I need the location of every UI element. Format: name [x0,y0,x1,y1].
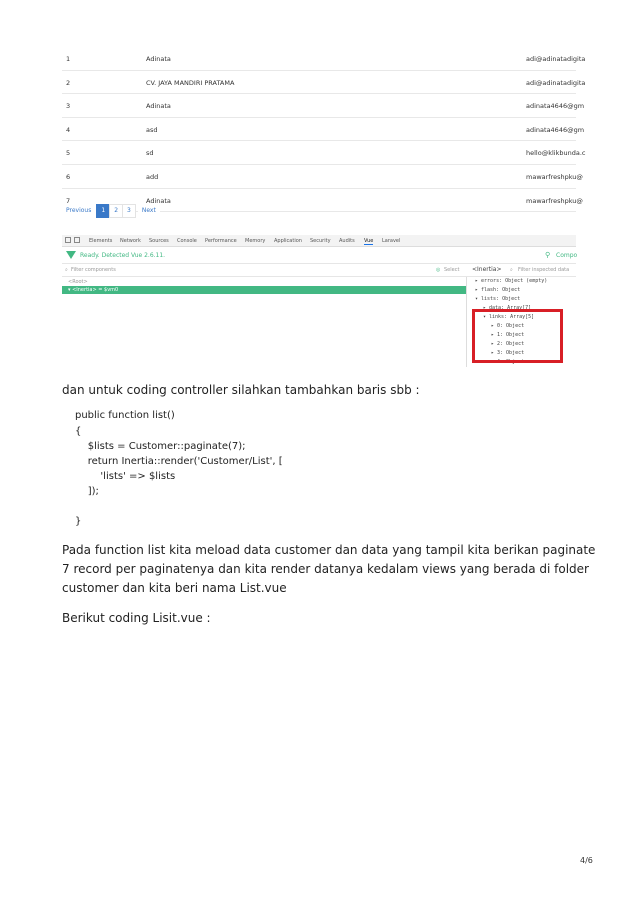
code-line: } [75,516,82,527]
data-node[interactable]: ▸ data: Array[7] [483,305,532,311]
tab-performance[interactable]: Performance [205,238,237,244]
device-toolbar-icon[interactable] [74,237,80,243]
vue-ready-text: Ready. Detected Vue 2.6.11. [80,252,166,259]
tab-audits[interactable]: Audits [339,238,355,244]
data-node[interactable]: ▸ 0: Object [491,323,525,329]
component-tree-pane [62,277,467,367]
select-button[interactable]: Select [444,267,460,273]
tab-sources[interactable]: Sources [149,238,169,244]
data-node[interactable]: ▾ links: Array[5] [483,314,535,320]
data-node[interactable]: ▸ 3: Object [491,350,525,356]
filter-row [62,264,576,277]
search-icon: ⌕ [65,267,68,273]
inspected-component-name: <Inertia> [472,266,502,273]
filter-data-input[interactable]: Filter inspected data [518,267,570,273]
root-node[interactable]: <Root> [68,279,88,285]
paragraph-line: 7 record per paginatenya dan kita render datanya kedalam views yang berada di folder [62,562,589,576]
page-number: 4/6 [580,856,593,865]
select-target-icon[interactable]: ◎ [436,267,441,273]
next-page-button[interactable]: Next [138,205,160,217]
table-row: 7 Adinata mawarfreshpku@ [62,189,576,213]
code-line: $lists = Customer::paginate(7); [75,441,246,452]
tab-console[interactable]: Console [177,238,197,244]
table-row: 4 asd adinata4646@gm [62,118,576,142]
previous-page-button[interactable]: Previous [62,205,97,217]
tab-security[interactable]: Security [310,238,331,244]
paragraph-line: customer dan kita beri nama List.vue [62,581,287,595]
code-line: public function list() [75,410,175,421]
components-tab[interactable]: Compo [556,252,578,259]
data-node[interactable]: ▾ lists: Object [475,296,521,302]
code-line: { [75,426,82,437]
table-row: 3 Adinata adinata4646@gm [62,94,576,118]
paragraph-line: Pada function list kita meload data customer dan data yang tampil kita berikan paginate [62,543,596,557]
table-row: 2 CV. JAYA MANDIRI PRATAMA adi@adinatadigita [62,71,576,95]
page-1-button[interactable]: 1 [96,204,110,218]
data-node[interactable]: ▸ errors: Object (empty) [475,278,548,284]
data-node[interactable]: ▸ 2: Object [491,341,525,347]
pagination [62,205,160,217]
intro-paragraph: dan untuk coding controller silahkan tambahkan baris sbb : [62,383,420,397]
devtools-tab-bar [62,235,576,247]
search-icon: ⌕ [510,267,513,273]
data-node[interactable]: ▸ flash: Object [475,287,521,293]
tab-elements[interactable]: Elements [89,238,113,244]
tab-vue[interactable]: Vue [364,238,374,244]
vue-logo-icon [66,251,76,259]
table-row: 6 add mawarfreshpku@ [62,165,576,189]
tab-laravel[interactable]: Laravel [382,238,401,244]
berikut-paragraph: Berikut coding Lisit.vue : [62,611,211,625]
vue-status-bar [62,247,576,264]
components-icon[interactable]: ⚲ [545,251,551,259]
tab-memory[interactable]: Memory [245,238,266,244]
tab-network[interactable]: Network [120,238,141,244]
data-node[interactable]: ▸ 1: Object [491,332,525,338]
tab-application[interactable]: Application [274,238,302,244]
embedded-screenshot [62,47,586,367]
customer-table [62,47,586,212]
inspect-icon[interactable] [65,237,71,243]
code-line: return Inertia::render('Customer/List', [ [75,456,283,467]
page-2-button[interactable]: 2 [109,204,123,218]
page-3-button[interactable]: 3 [122,204,136,218]
table-row: 5 sd hello@klikbunda.c [62,141,576,165]
code-line: ]); [75,486,99,497]
data-node[interactable]: ▸ 4: Object [491,359,525,365]
code-line: 'lists' => $lists [75,471,176,482]
selected-component-row[interactable]: ▾ <Inertia> = $vm0 [62,286,466,294]
table-row: 1 Adinata adi@adinatadigita [62,47,576,71]
filter-components-input[interactable]: Filter components [71,267,116,273]
highlight-box [472,309,563,363]
